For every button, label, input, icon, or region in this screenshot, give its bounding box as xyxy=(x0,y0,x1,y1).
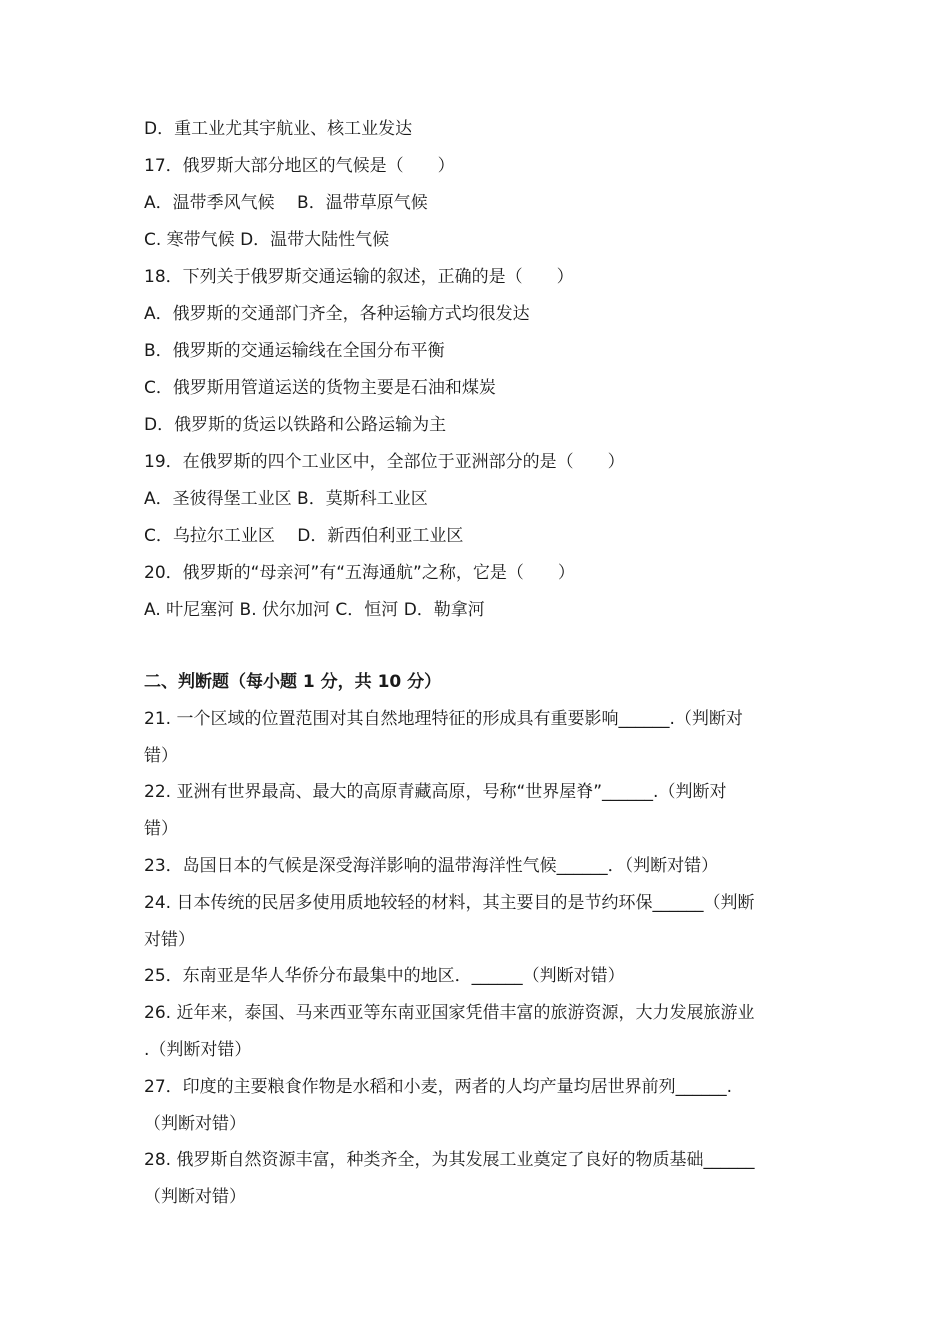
q18-stem: 18．下列关于俄罗斯交通运输的叙述，正确的是（ ） xyxy=(144,267,574,287)
q22-line-1: 22. 亚洲有世界最高、最大的高原青藏高原，号称“世界屋脊”______.（判断对 xyxy=(144,782,727,802)
q19-stem: 19．在俄罗斯的四个工业区中，全部位于亚洲部分的是（ ） xyxy=(144,452,625,472)
q18-option-a: A．俄罗斯的交通部门齐全，各种运输方式均很发达 xyxy=(144,304,530,324)
q22-line-2: 错） xyxy=(144,819,178,839)
q19-options-cd: C．乌拉尔工业区 D．新西伯利亚工业区 xyxy=(144,526,464,546)
q27-line-1: 27．印度的主要粮食作物是水稻和小麦，两者的人均产量均居世界前列______. xyxy=(144,1077,733,1097)
q20-options: A. 叶尼塞河 B. 伏尔加河 C．恒河 D．勒拿河 xyxy=(144,600,485,620)
q18-option-d: D．俄罗斯的货运以铁路和公路运输为主 xyxy=(144,415,447,435)
q17-options-cd: C. 寒带气候 D．温带大陆性气候 xyxy=(144,230,390,250)
q19-options-ab: A．圣彼得堡工业区 B．莫斯科工业区 xyxy=(144,489,428,509)
q25-line: 25．东南亚是华人华侨分布最集中的地区．______（判断对错） xyxy=(144,966,625,986)
q23-line: 23．岛国日本的气候是深受海洋影响的温带海洋性气候______．（判断对错） xyxy=(144,856,719,876)
q21-line-2: 错） xyxy=(144,746,178,766)
q20-stem: 20．俄罗斯的“母亲河”有“五海通航”之称，它是（ ） xyxy=(144,563,575,583)
q28-line-1: 28. 俄罗斯自然资源丰富，种类齐全，为其发展工业奠定了良好的物质基础______ xyxy=(144,1150,755,1170)
q24-line-2: 对错） xyxy=(144,930,195,950)
q16-option-d: D．重工业尤其宇航业、核工业发达 xyxy=(144,119,413,139)
q21-line-1: 21. 一个区域的位置范围对其自然地理特征的形成具有重要影响______.（判断对 xyxy=(144,709,743,729)
q27-line-2: （判断对错） xyxy=(144,1114,246,1134)
q18-option-c: C．俄罗斯用管道运送的货物主要是石油和煤炭 xyxy=(144,378,496,398)
q28-line-2: （判断对错） xyxy=(144,1187,246,1207)
q26-line-1: 26. 近年来，泰国、马来西亚等东南亚国家凭借丰富的旅游资源，大力发展旅游业 xyxy=(144,1003,755,1023)
q17-options-ab: A．温带季风气候 B．温带草原气候 xyxy=(144,193,428,213)
q26-line-2: .（判断对错） xyxy=(144,1040,252,1060)
q17-stem: 17．俄罗斯大部分地区的气候是（ ） xyxy=(144,156,455,176)
section-heading: 二、判断题（每小题 1 分，共 10 分） xyxy=(144,672,442,692)
q24-line-1: 24. 日本传统的民居多使用质地较轻的材料，其主要目的是节约环保______（判断 xyxy=(144,893,755,913)
q18-option-b: B．俄罗斯的交通运输线在全国分布平衡 xyxy=(144,341,445,361)
